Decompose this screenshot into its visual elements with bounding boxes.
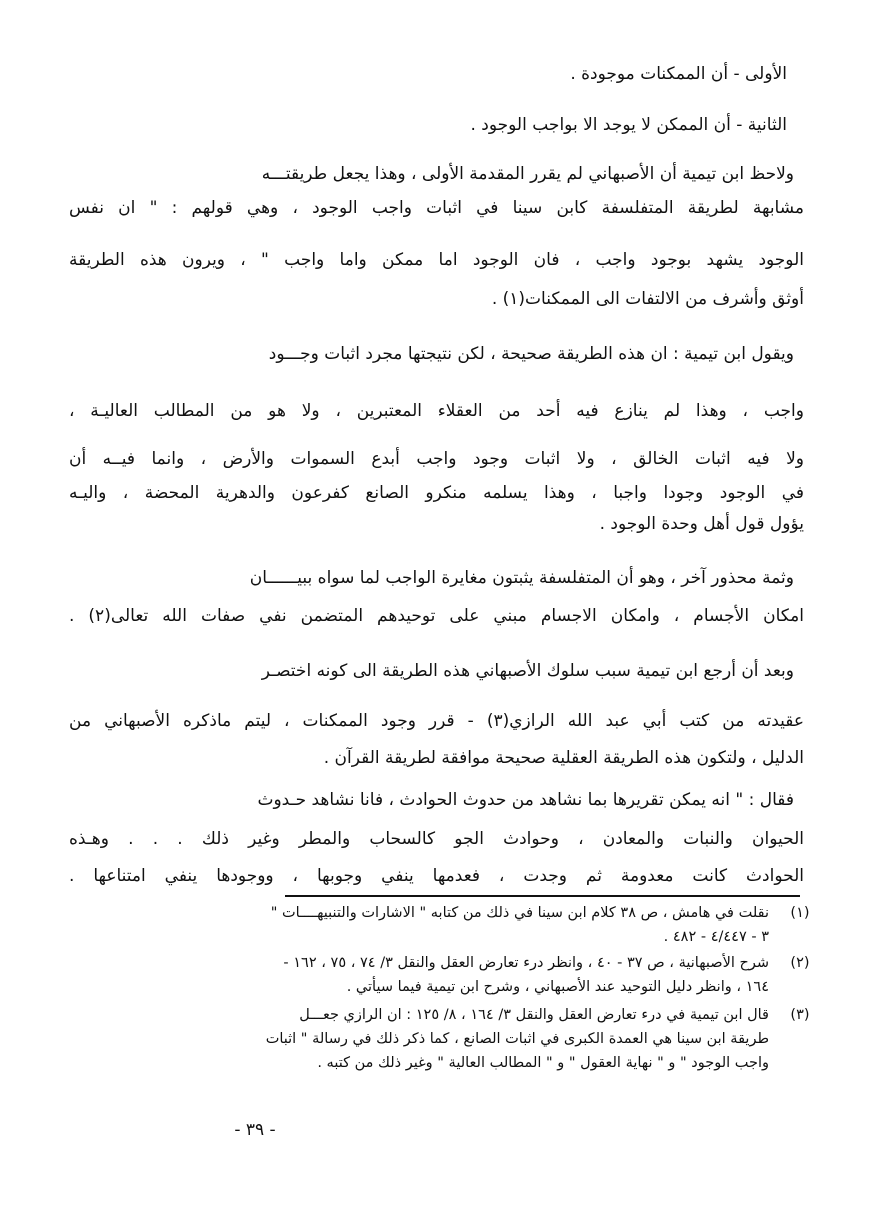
body-line-9: ولا فيه اثبات الخالق ، ولا اثبات وجود واجب أبدع السموات والأرض ، وانما فيــه أن	[69, 449, 804, 469]
body-line-7: ويقول ابن تيمية : ان هذه الطريقة صحيحة ، لكن نتيجتها مجرد اثبات وجـــود	[268, 344, 794, 364]
footnote-separator	[285, 895, 800, 897]
body-line-8: واجب ، وهذا لم ينازع فيه أحد من العقلاء المعتبرين ، ولا هو من المطالب العاليـة ،	[69, 401, 804, 421]
body-line-17: فقال : " انه يمكن تقريرها بما نشاهد من حدوث الحوادث ، فانا نشاهد حـدوث	[257, 790, 794, 810]
body-line-1: الأولى - أن الممكنات موجودة .	[570, 64, 787, 84]
body-line-13: امكان الأجسام ، وامكان الاجسام مبني على توحيدهم المتضمن نفي صفات الله تعالى(٢) .	[69, 606, 804, 626]
body-line-2: الثانية - أن الممكن لا يوجد الا بواجب الوجود .	[470, 115, 787, 135]
footnote-3-line-2: طريقة ابن سينا هي العمدة الكبرى في اثبات الصانع ، كما ذكر ذلك في رسالة " اثبات	[265, 1031, 769, 1047]
body-line-10: في الوجود وجودا واجبا ، وهذا يسلمه منكرو الصانع كفرعون والدهرية المحضة ، واليـه	[69, 483, 804, 503]
body-line-15: عقيدته من كتب أبي عبد الله الرازي(٣) - قرر وجود الممكنات ، ليتم ماذكره الأصبهاني من	[69, 711, 804, 731]
footnote-1-line-1: نقلت في هامش ، ص ٣٨ كلام ابن سينا في ذلك من كتابه " الاشارات والتنبيهــــات "	[270, 905, 769, 921]
body-line-14: وبعد أن أرجع ابن تيمية سبب سلوك الأصبهاني هذه الطريقة الى كونه اختصـر	[261, 661, 794, 681]
footnote-2-number: (٢)	[790, 955, 810, 971]
footnote-1-number: (١)	[790, 905, 810, 921]
footnote-3-line-3: واجب الوجود " و " نهاية العقول " و " المطالب العالية " وغير ذلك من كتبه .	[317, 1055, 769, 1071]
body-line-11: يؤول قول أهل وحدة الوجود .	[599, 514, 804, 534]
body-line-18: الحيوان والنبات والمعادن ، وحوادث الجو كالسحاب والمطر وغير ذلك . . . وهـذه	[69, 829, 804, 849]
body-line-3: ولاحظ ابن تيمية أن الأصبهاني لم يقرر المقدمة الأولى ، وهذا يجعل طريقتـــه	[261, 164, 794, 184]
footnote-1-line-2: ٣ - ٤/٤٤٧ - ٤٨٢ .	[663, 929, 769, 945]
body-line-19: الحوادث كانت معدومة ثم وجدت ، فعدمها ينفي وجوبها ، ووجودها ينفي امتناعها .	[69, 866, 804, 886]
body-line-6: أوثق وأشرف من الالتفات الى الممكنات(١) .	[491, 289, 804, 309]
body-line-5: الوجود يشهد بوجود واجب ، فان الوجود اما ممكن واما واجب " ، ويرون هذه الطريقة	[69, 250, 804, 270]
body-line-4: مشابهة لطريقة المتفلسفة كابن سينا في اثبات واجب الوجود ، وهي قولهم : " ان نفس	[69, 198, 804, 218]
footnote-2-line-2: ١٦٤ ، وانظر دليل التوحيد عند الأصبهاني ، وشرح ابن تيمية فيما سيأتي .	[346, 979, 769, 995]
body-line-16: الدليل ، ولتكون هذه الطريقة العقلية صحيحة موافقة لطريقة القرآن .	[323, 748, 804, 768]
page-number: - ٣٩ -	[234, 1120, 276, 1140]
footnote-3-line-1: قال ابن تيمية في درء تعارض العقل والنقل ٣/ ١٦٤ ، ٨/ ١٢٥ : ان الرازي جعـــل	[299, 1007, 769, 1023]
body-line-12: وثمة محذور آخر ، وهو أن المتفلسفة يثبتون مغايرة الواجب لما سواه ببيــــــان	[249, 568, 794, 588]
footnote-2-line-1: شرح الأصبهانية ، ص ٣٧ - ٤٠ ، وانظر درء تعارض العقل والنقل ٣/ ٧٤ ، ٧٥ ، ١٦٢ -	[283, 955, 769, 971]
footnote-3-number: (٣)	[790, 1007, 810, 1023]
